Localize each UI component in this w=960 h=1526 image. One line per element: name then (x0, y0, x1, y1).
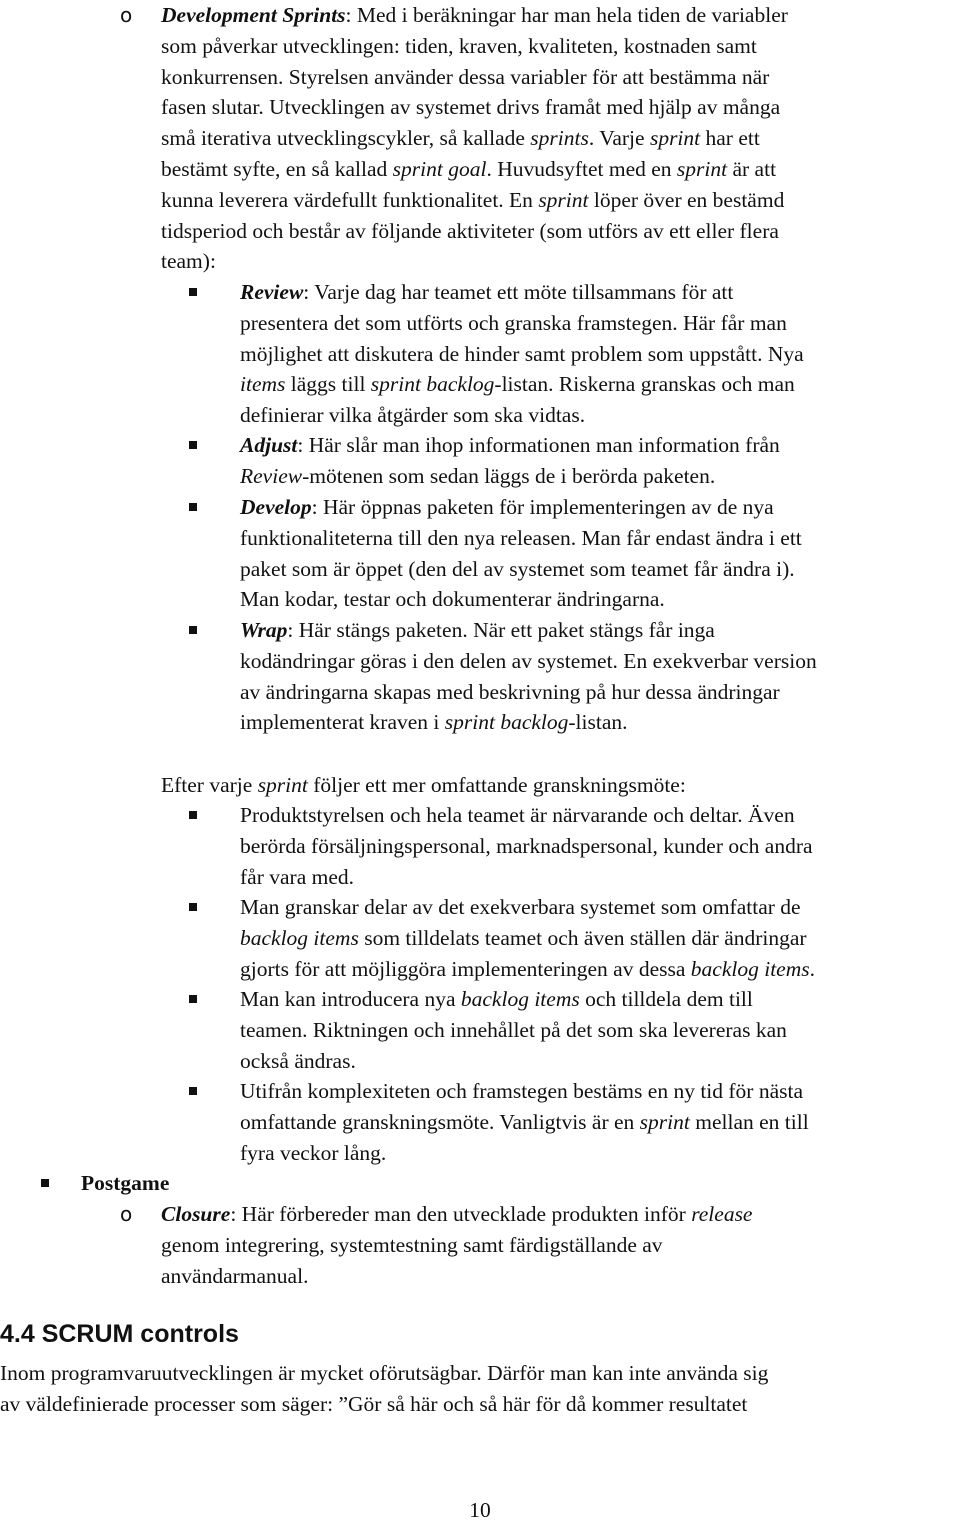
text-line (240, 800, 960, 831)
emphasized-text: Review (240, 463, 303, 488)
square-bullet (189, 1087, 197, 1095)
section-paragraph (0, 1358, 960, 1420)
text-run: har ett (700, 126, 760, 151)
text-line (240, 646, 960, 677)
text-run: omfattande granskningsmöte. Vanligtvis är en (240, 1109, 640, 1134)
text-run: -listan. Riskerna granskas och man (494, 372, 795, 397)
text-run: . Varje (588, 126, 650, 151)
text-line (161, 1230, 960, 1261)
square-bullet (189, 811, 197, 819)
adjust-item (240, 430, 960, 492)
text-line (240, 923, 960, 954)
text-run: presentera det som utförts och granska framstegen. Här får man (240, 310, 787, 335)
text-line (161, 92, 960, 123)
text-line (161, 123, 960, 154)
text-run: . (809, 956, 815, 981)
text-run: fasen slutar. Utvecklingen av systemet drivs framåt med hjälp av många (161, 95, 781, 120)
text-line (240, 339, 960, 370)
circle-bullet: o (120, 1202, 133, 1226)
text-line (161, 154, 960, 185)
text-run: -mötenen som sedan läggs de i berörda paketen. (302, 463, 716, 488)
text-run: : Här stängs paketen. När ett paket stängs får inga (287, 618, 715, 642)
square-bullet (189, 903, 197, 911)
review-meeting-item-3 (240, 984, 960, 1076)
text-run: : Här öppnas paketen för implementeringen av de nya (311, 495, 774, 519)
text-run: användarmanual. (161, 1263, 309, 1288)
text-run: funktionaliteterna till den nya releasen. Man får endast ändra i ett (240, 525, 802, 550)
text-line (240, 369, 960, 400)
text-line (240, 707, 960, 738)
text-line (240, 984, 960, 1015)
text-line (240, 954, 960, 985)
text-run: tidsperiod och består av följande aktiviteter (som utförs av ett eller flera (161, 218, 779, 243)
review-meeting-item-2 (240, 892, 960, 984)
text-run: Man kan introducera nya (240, 987, 461, 1011)
closure-item (161, 1199, 960, 1291)
text-run: får vara med. (240, 864, 354, 889)
text-line (161, 185, 960, 216)
text-line (240, 1015, 960, 1046)
emphasized-text: sprint (538, 187, 589, 212)
text-run: är att (727, 156, 777, 181)
text-run: teamen. Riktningen och innehållet på det som ska levereras kan (240, 1017, 787, 1042)
emphasized-text: backlog items (240, 925, 359, 950)
text-line (240, 308, 960, 339)
section-heading: 4.4 SCRUM controls (0, 1320, 239, 1348)
text-line (161, 31, 960, 62)
text-line (0, 1389, 960, 1420)
text-run: också ändras. (240, 1048, 356, 1073)
text-line (240, 615, 960, 646)
text-run: små iterativa utvecklingscykler, så kallade (161, 126, 531, 151)
wrap-item (240, 615, 960, 738)
text-line (161, 0, 960, 31)
text-run: : Här slår man ihop informationen man information från (297, 433, 780, 457)
text-line (240, 584, 960, 615)
emphasized-text: Closure (161, 1202, 231, 1226)
emphasized-text: release (691, 1202, 753, 1226)
text-line (161, 62, 960, 93)
square-bullet (189, 503, 197, 511)
text-line (161, 1261, 960, 1292)
text-line (240, 1138, 960, 1169)
text-run: team): (161, 249, 216, 274)
text-run: mellan en till (689, 1109, 809, 1134)
postgame-label: Postgame (81, 1171, 170, 1195)
text-line (240, 492, 960, 523)
text-run: följer ett mer omfattande granskningsmöte: (307, 773, 686, 797)
text-line (240, 892, 960, 923)
text-run: Inom programvaruutvecklingen är mycket oförutsägbar. Därför man kan inte använda sig (0, 1361, 769, 1385)
text-line (240, 862, 960, 893)
text-run: kodändringar göras i den delen av systemet. En exekverbar version (240, 648, 817, 673)
text-run: kunna leverera värdefullt funktionalitet. En (161, 187, 539, 212)
square-bullet (189, 288, 197, 296)
emphasized-text: sprint (676, 156, 728, 181)
text-run: möjlighet att diskutera de hinder samt problem som uppstått. Nya (240, 341, 804, 366)
emphasized-text: sprint backlog (444, 710, 569, 735)
text-run: Efter varje (161, 773, 258, 797)
square-bullet (189, 441, 197, 449)
text-run: : Med i beräkningar har man hela tiden de variabler (345, 3, 788, 27)
page-number: 10 (469, 1498, 491, 1522)
text-line (161, 1199, 960, 1230)
text-run: Produktstyrelsen och hela teamet är närvarande och deltar. Även (240, 803, 795, 827)
review-meeting-item-1 (240, 800, 960, 892)
text-line (240, 277, 960, 308)
text-run: implementerat kraven i (240, 710, 445, 735)
emphasized-text: backlog items (460, 987, 580, 1011)
text-run: Man kodar, testar och dokumenterar ändringarna. (240, 587, 665, 612)
text-line (240, 677, 960, 708)
text-line (0, 1358, 960, 1389)
text-line (240, 461, 960, 492)
text-line (240, 1076, 960, 1107)
text-line (161, 216, 960, 247)
text-run: fyra veckor lång. (240, 1140, 387, 1165)
review-meeting-item-4 (240, 1076, 960, 1168)
circle-bullet: o (120, 3, 133, 27)
text-line (240, 400, 960, 431)
emphasized-text: Develop (240, 495, 312, 519)
text-run: som påverkar utvecklingen: tiden, kraven, kvaliteten, kostnaden samt (161, 33, 757, 58)
text-run: och tilldela dem till (579, 987, 753, 1011)
text-run: paket som är öppet (den del av systemet som teamet får ändra i). (240, 556, 795, 581)
text-run: löper över en bestämd (588, 187, 785, 212)
text-line (240, 1046, 960, 1077)
emphasized-text: Review (240, 280, 304, 304)
text-run: av ändringarna skapas med beskrivning på hur dessa ändringar (240, 679, 780, 704)
after-sprint-intro (161, 770, 960, 801)
text-run: gjorts för att möjliggöra implementeringen av dessa (240, 956, 691, 981)
emphasized-text: Development Sprints (161, 3, 346, 27)
emphasized-text: sprint goal (392, 156, 487, 181)
emphasized-text: sprints (530, 126, 589, 151)
text-line (240, 831, 960, 862)
text-run: definierar vilka åtgärder som ska vidtas. (240, 403, 586, 428)
text-run: av väldefinierade processer som säger: ”Gör så här och så här för då kommer resultatet (0, 1391, 748, 1416)
text-run: konkurrensen. Styrelsen använder dessa variabler för att bestämma när (161, 64, 770, 89)
review-item (240, 277, 960, 431)
text-run: : Här förbereder man den utvecklade produkten inför (230, 1202, 692, 1226)
emphasized-text: sprint (649, 126, 701, 151)
text-run: som tilldelats teamet och även ställen där ändringar (358, 925, 807, 950)
text-run: -listan. (568, 710, 628, 735)
emphasized-text: backlog items (690, 956, 810, 981)
text-run: Man granskar delar av det exekverbara systemet som omfattar de (240, 895, 801, 919)
text-line (240, 430, 960, 461)
emphasized-text: sprint (639, 1109, 690, 1134)
text-run: Utifrån komplexiteten och framstegen bestäms en ny tid för nästa (240, 1079, 804, 1103)
emphasized-text: Adjust (240, 433, 298, 457)
text-line (240, 523, 960, 554)
emphasized-text: sprint (257, 773, 308, 797)
emphasized-text: sprint backlog (370, 372, 495, 397)
text-line (240, 554, 960, 585)
square-bullet (41, 1179, 49, 1187)
square-bullet (189, 626, 197, 634)
text-run: . Huvudsyftet med en (486, 156, 677, 181)
develop-item (240, 492, 960, 615)
text-line (161, 246, 960, 277)
text-run: : Varje dag har teamet ett möte tillsammans för att (303, 280, 734, 304)
text-run: genom integrering, systemtestning samt färdigställande av (161, 1232, 663, 1257)
square-bullet (189, 995, 197, 1003)
text-line (240, 1107, 960, 1138)
text-run: berörda försäljningspersonal, marknadspersonal, kunder och andra (240, 833, 813, 858)
emphasized-text: items (240, 372, 286, 397)
dev-sprints-paragraph (161, 0, 960, 277)
text-run: bestämt syfte, en så kallad (161, 156, 393, 181)
emphasized-text: Wrap (240, 618, 288, 642)
text-run: läggs till (285, 372, 371, 397)
